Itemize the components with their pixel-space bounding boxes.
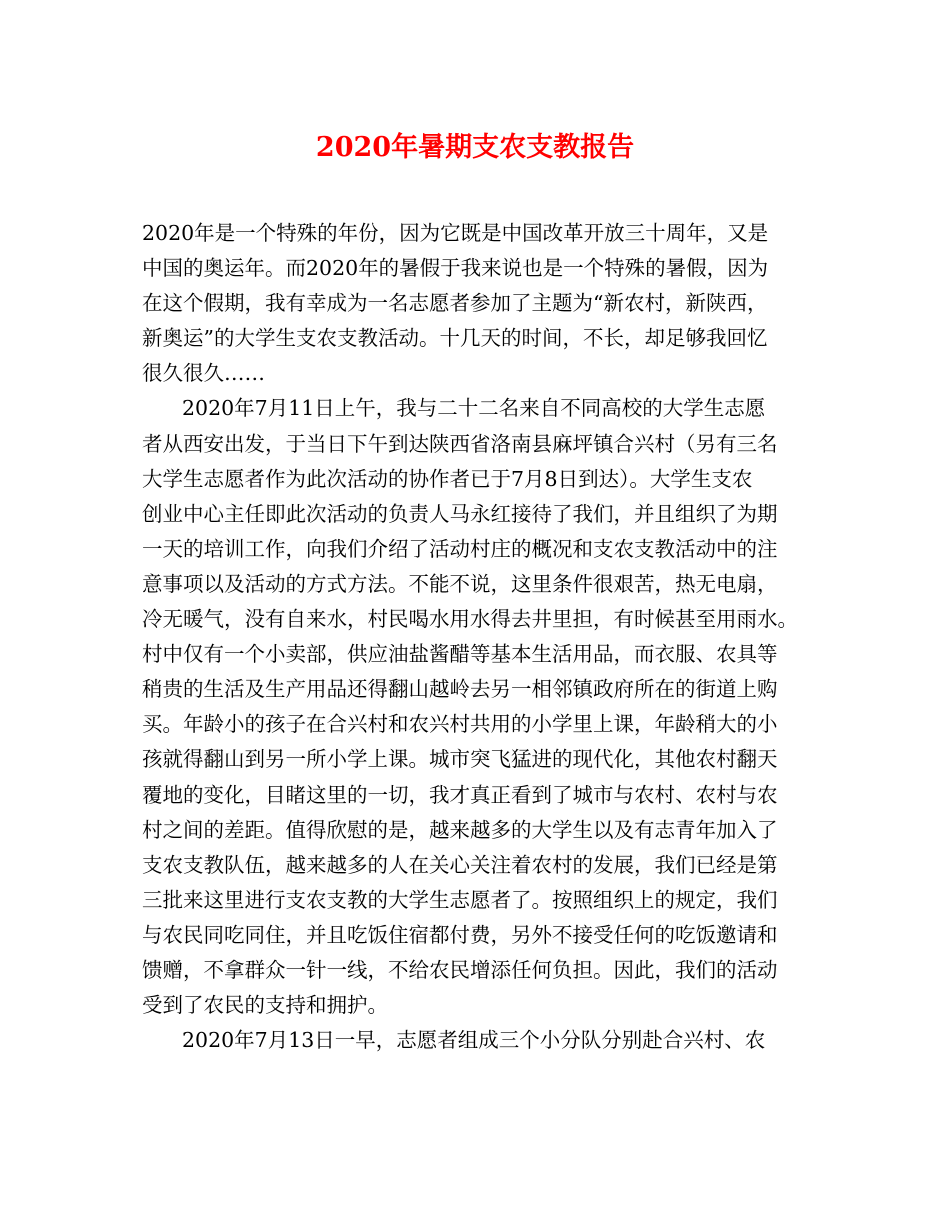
text-line: 2020年7月11日上午，我与二十二名来自不同高校的大学生志愿 bbox=[182, 396, 766, 421]
text-line: 大学生志愿者作为此次活动的协作者已于7月8日到达）。大学生支农 bbox=[142, 466, 753, 491]
text-line: 中国的奥运年。而2020年的暑假于我来说也是一个特殊的暑假，因为 bbox=[142, 256, 769, 281]
text-line: 一天的培训工作，向我们介绍了活动村庄的概况和支农支教活动中的注 bbox=[142, 536, 778, 561]
text-line: 支农支教队伍，越来越多的人在关心关注着农村的发展，我们已经是第 bbox=[142, 852, 778, 877]
paragraph bbox=[142, 391, 814, 1023]
text-line: 覆地的变化，目睹这里的一切，我才真正看到了城市与农村、农村与农 bbox=[142, 782, 778, 807]
text-line: 在这个假期，我有幸成为一名志愿者参加了主题为“新农村，新陕西， bbox=[142, 291, 768, 316]
text-line: 新奥运”的大学生支农支教活动。十几天的时间，不长，却足够我回忆 bbox=[142, 326, 768, 351]
paragraph bbox=[142, 1023, 814, 1058]
text-line: 意事项以及活动的方式方法。不能不说，这里条件很艰苦，热无电扇， bbox=[142, 571, 778, 596]
text-line: 村中仅有一个小卖部，供应油盐酱醋等基本生活用品，而衣服、农具等 bbox=[142, 642, 778, 667]
text-line: 受到了农民的支持和拥护。 bbox=[142, 993, 388, 1018]
text-line: 村之间的差距。值得欣慰的是，越来越多的大学生以及有志青年加入了 bbox=[142, 817, 778, 842]
text-line: 买。年龄小的孩子在合兴村和农兴村共用的小学里上课，年龄稍大的小 bbox=[142, 712, 778, 737]
text-line: 馈赠，不拿群众一针一线，不给农民增添任何负担。因此，我们的活动 bbox=[142, 957, 778, 982]
document-title: 2020年暑期支农支教报告 bbox=[315, 132, 635, 163]
text-line: 者从西安出发，于当日下午到达陕西省洛南县麻坪镇合兴村（另有三名 bbox=[142, 431, 778, 456]
text-line: 创业中心主任即此次活动的负责人马永红接待了我们，并且组织了为期 bbox=[142, 501, 778, 526]
text-line: 2020年7月13日一早，志愿者组成三个小分队分别赴合兴村、农 bbox=[182, 1028, 766, 1053]
text-line: 2020年是一个特殊的年份，因为它既是中国改革开放三十周年，又是 bbox=[142, 221, 769, 245]
text-line: 三批来这里进行支农支教的大学生志愿者了。按照组织上的规定，我们 bbox=[142, 887, 778, 912]
text-line: 冷无暖气，没有自来水，村民喝水用水得去井里担，有时候甚至用雨水。 bbox=[142, 607, 798, 632]
text-line: 很久很久…… bbox=[142, 361, 265, 386]
text-line: 孩就得翻山到另一所小学上课。城市突飞猛进的现代化，其他农村翻天 bbox=[142, 747, 778, 772]
text-line: 稍贵的生活及生产用品还得翻山越岭去另一相邻镇政府所在的街道上购 bbox=[142, 677, 778, 702]
paragraph bbox=[142, 216, 814, 391]
document-body bbox=[142, 216, 814, 1058]
text-line: 与农民同吃同住，并且吃饭住宿都付费，另外不接受任何的吃饭邀请和 bbox=[142, 922, 778, 947]
